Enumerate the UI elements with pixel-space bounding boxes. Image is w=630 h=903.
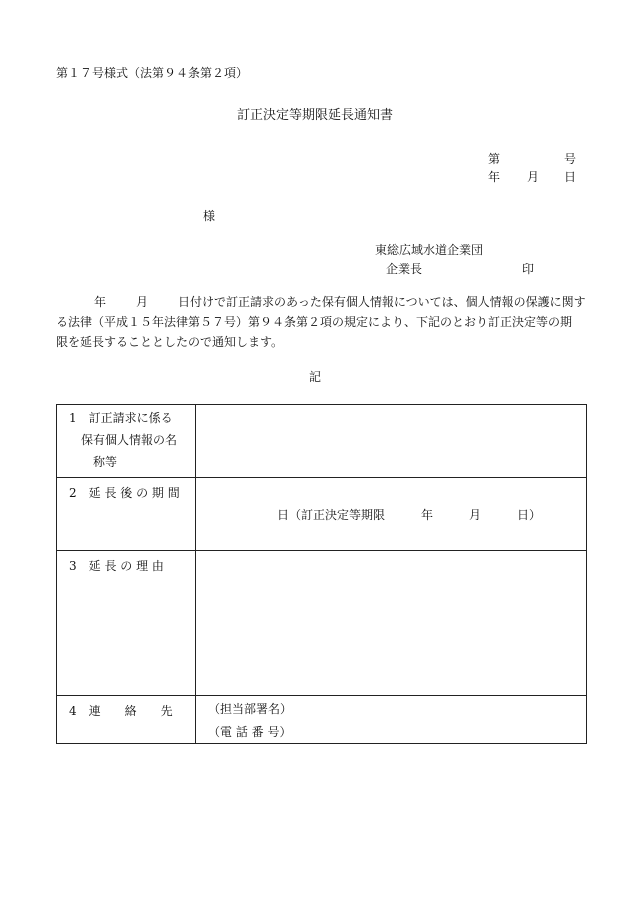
period-month: 月 <box>469 508 482 522</box>
seal-mark: 印 <box>522 262 535 276</box>
body-line-2: る法律（平成１５年法律第５７号）第９４条第２項の規定により、下記のとおり訂正決定等の期 <box>56 315 573 329</box>
doc-number-dai: 第 <box>488 152 501 166</box>
row-subject-label-line-2: 保有個人情報の名 <box>81 433 178 447</box>
row-contact-label: 4 連 絡 先 <box>69 704 173 718</box>
row-period-label: 2 延 長 後 の 期 間 <box>69 486 180 500</box>
sender-title: 企業長 <box>386 262 423 276</box>
document-title: 訂正決定等期限延長通知書 <box>236 108 393 123</box>
date-month: 月 <box>527 170 540 184</box>
body-line-1 <box>56 292 588 312</box>
date-year: 年 <box>488 170 501 184</box>
row-subject-label-line-1: 1 訂正請求に係る <box>69 411 173 425</box>
notice-heading: 記 <box>308 370 321 384</box>
table-row-divider <box>57 550 586 551</box>
body-line-1-text: 日付けで訂正請求のあった保有個人情報については、個人情報の保護に関す <box>178 295 586 309</box>
body-line-3: 限を延長することとしたので通知します。 <box>56 335 284 349</box>
doc-number-go: 号 <box>564 152 577 166</box>
row-subject-label <box>69 407 177 473</box>
table-row-divider <box>57 695 586 696</box>
period-day: 日） <box>517 508 542 522</box>
body-month: 月 <box>136 295 149 309</box>
contact-department: （担当部署名） <box>208 702 293 716</box>
body-paragraph <box>56 292 588 352</box>
body-year: 年 <box>94 295 107 309</box>
form-number: 第１７号様式（法第９４条第２項） <box>56 66 249 80</box>
date-day: 日 <box>564 170 577 184</box>
recipient-honorific: 様 <box>203 209 216 223</box>
row-subject-label-line-3: 称等 <box>93 455 118 469</box>
period-year: 年 <box>421 508 434 522</box>
details-table <box>56 404 587 744</box>
contact-phone: （電 話 番 号） <box>208 725 292 739</box>
table-column-divider <box>195 405 196 743</box>
row-reason-label: 3 延 長 の 理 由 <box>69 559 164 573</box>
sender-organization: 東総広域水道企業団 <box>375 243 484 257</box>
extended-period-value <box>277 506 541 523</box>
period-prefix: 日（訂正決定等期限 <box>277 508 386 522</box>
table-row-divider <box>57 477 586 478</box>
